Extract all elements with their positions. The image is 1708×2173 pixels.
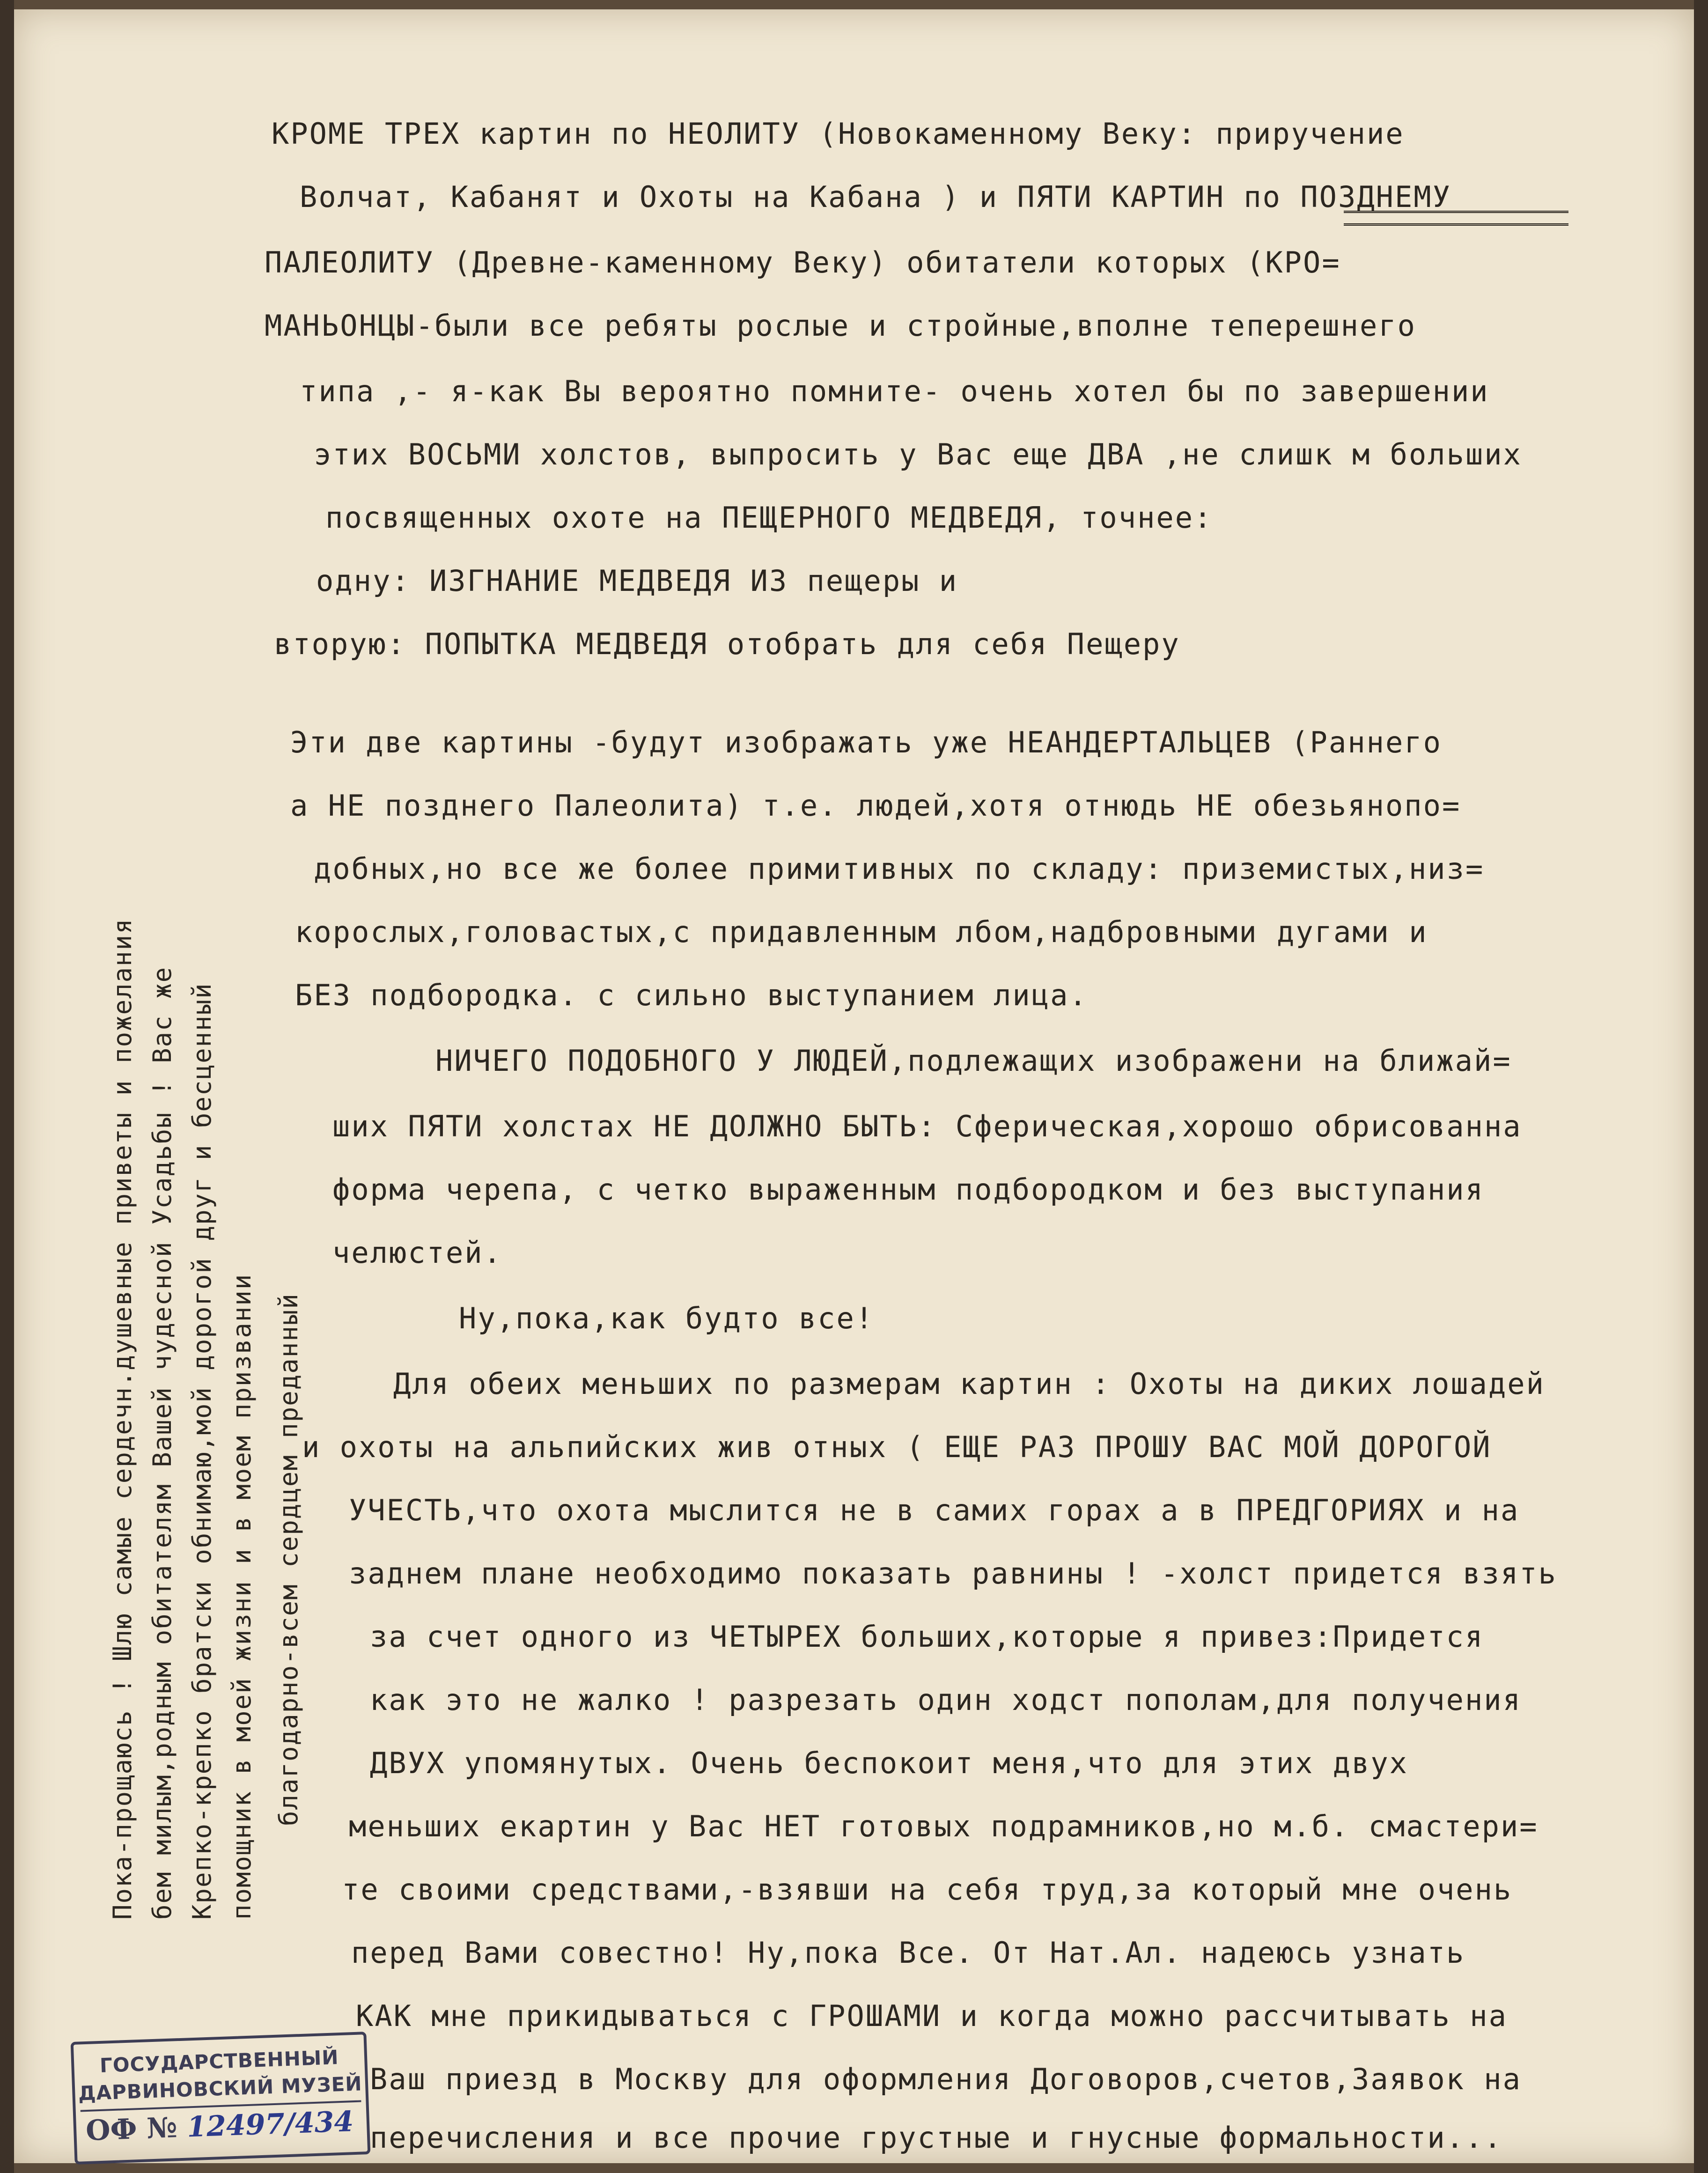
document-sheet <box>14 9 1694 2163</box>
text-line: те своими средствами,-взявши на себя труд,за который мне очень <box>342 1872 1513 1907</box>
margin-note-line: бем милым,родным обитателям Вашей чудесной Усадьбы ! Вас же <box>147 966 177 1920</box>
text-line: этих ВОСЬМИ холстов, выпросить у Вас еще ДВА ,не слишк м больших <box>314 437 1522 471</box>
text-line: форма черепа, с четко выраженным подбородком и без выступания <box>332 1172 1484 1207</box>
text-line: перечисления и все прочие грустные и гнусные формальности... <box>370 2121 1503 2155</box>
text-line: Ваш приезд в Москву для оформления Договоров,счетов,Заявок на <box>370 2062 1522 2096</box>
text-line: БЕЗ подбородка. с сильно выступанием лица. <box>295 978 1088 1012</box>
text-line: вторую: ПОПЫТКА МЕДВЕДЯ отобрать для себя Пещеру <box>274 627 1180 661</box>
text-line: ДВУХ упомянутых. Очень беспокоит меня,что для этих двух <box>370 1746 1408 1780</box>
text-line: Ну,пока,как будто все! <box>459 1301 875 1335</box>
text-line: заднем плане необходимо показать равнины ! -холст придется взять <box>349 1556 1557 1591</box>
stamp-line-2: ДАРВИНОВСКИЙ МУЗЕЙ <box>78 2072 363 2105</box>
text-line: и охоты на альпийских жив отных ( ЕЩЕ РАЗ ПРОШУ ВАС МОЙ ДОРОГОЙ <box>302 1430 1492 1464</box>
margin-note <box>108 468 304 1920</box>
text-line: ПАЛЕОЛИТУ (Древне-каменному Веку) обитатели которых (КРО= <box>265 245 1341 280</box>
stamp-number: 12497/434 <box>186 2105 354 2144</box>
double-underline <box>1344 211 1568 226</box>
text-line: одну: ИЗГНАНИЕ МЕДВЕДЯ ИЗ пещеры и <box>316 564 958 598</box>
text-line: корослых,головастых,с придавленным лбом,надбровными дугами и <box>295 915 1428 949</box>
text-line: добных,но все же более примитивных по складу: приземистых,низ= <box>314 852 1485 886</box>
text-line: УЧЕСТЬ,что охота мыслится не в самих горах а в ПРЕДГОРИЯХ и на <box>349 1493 1520 1527</box>
margin-note-line: Крепко-крепко братски обнимаю,мой дорогой друг и бесценный <box>187 982 217 1920</box>
text-line: за счет одного из ЧЕТЫРЕХ больших,которые я привез:Придется <box>370 1620 1484 1654</box>
text-line: КРОМЕ ТРЕХ картин по НЕОЛИТУ (Новокаменному Веку: приручение <box>272 117 1405 151</box>
text-line: ших ПЯТИ холстах НЕ ДОЛЖНО БЫТЬ: Сферическая,хорошо обрисованна <box>332 1109 1522 1143</box>
text-line: а НЕ позднего Палеолита) т.е. людей,хотя отнюдь НЕ обезьянопо= <box>290 788 1461 823</box>
text-line: перед Вами совестно! Ну,пока Все. От Нат.Ал. надеюсь узнать <box>351 1936 1465 1970</box>
text-line: МАНЬОНЦЫ-были все ребяты рослые и стройные,вполне теперешнего <box>265 309 1416 343</box>
text-line: НИЧЕГО ПОДОБНОГО У ЛЮДЕЙ,подлежащих изображени на ближай= <box>435 1044 1512 1078</box>
text-line: челюстей. <box>332 1236 502 1270</box>
stamp-label: ОФ № <box>85 2111 178 2148</box>
text-line: Волчат, Кабанят и Охоты на Кабана ) и ПЯТИ КАРТИН по ПОЗДНЕМУ <box>300 180 1451 214</box>
margin-note-line: помощник в моей жизни и в моем призвании <box>227 1273 257 1920</box>
text-line: как это не жалко ! разрезать один ходст пополам,для получения <box>370 1683 1522 1717</box>
stamp-line-1: ГОСУДАРСТВЕННЫЙ <box>99 2046 339 2077</box>
text-line: типа ,- я-как Вы вероятно помните- очень хотел бы по завершении <box>300 374 1489 408</box>
text-line: Для обеих меньших по размерам картин : Охоты на диких лошадей <box>393 1367 1545 1401</box>
text-line: Эти две картины -будут изображать уже НЕАНДЕРТАЛЬЦЕВ (Раннего <box>290 725 1442 759</box>
museum-stamp <box>71 2032 371 2165</box>
text-line: меньших екартин у Вас НЕТ готовых подрамников,но м.б. смастери= <box>349 1809 1539 1843</box>
text-line: КАК мне прикидываться с ГРОШАМИ и когда можно рассчитывать на <box>356 1999 1508 2033</box>
text-line: посвященных охоте на ПЕЩЕРНОГО МЕДВЕДЯ, точнее: <box>325 501 1213 535</box>
stamp-inventory <box>85 2105 354 2147</box>
margin-note-line: благодарно-всем сердцем преданный <box>274 1293 303 1826</box>
margin-note-line: Пока-прощаюсь ! Шлю самые сердечн.душевные приветы и пожелания <box>108 918 137 1920</box>
